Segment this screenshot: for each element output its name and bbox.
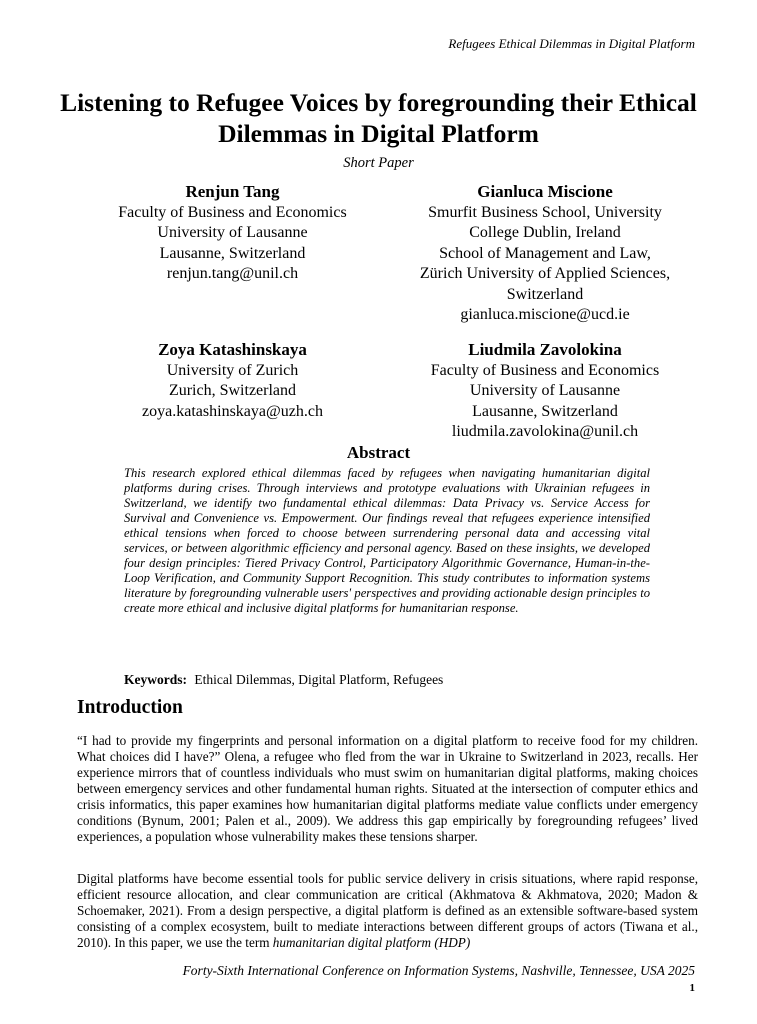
author-block-2 (386, 182, 704, 326)
author-email: renjun.tang@unil.ch (166, 265, 299, 282)
author-affiliation: School of Management and Law, (439, 244, 651, 262)
author-affiliation: University of Lausanne (469, 382, 621, 399)
running-head: Refugees Ethical Dilemmas in Digital Platform (448, 36, 695, 51)
introduction-heading: Introduction (77, 697, 183, 718)
page-number: 1 (689, 982, 695, 994)
author-affiliation: Lausanne, Switzerland (159, 244, 306, 262)
author-name: Liudmila Zavolokina (468, 340, 622, 359)
abstract-heading: Abstract (346, 443, 411, 462)
introduction-paragraph-1: “I had to provide my fingerprints and personal information on a digital platform to receive food for my children. What choices did I have?” Olena, a refugee who fled from the war in Ukraine to Switzerland in 2023, recalls. Her experience mirrors that of countless individuals who must swim on humanitarian digital platforms, making choices between emergency services and other fundamental human rights. Situated at the intersection of computer ethics and crisis informatics, this paper examines how humanitarian digital platforms mediate value conflicts under emergency conditions (Bynum, 2001; Palen et al., 2009). We address this gap empirically by foregrounding refugees’ lived experiences, a population whose vulnerability makes these tensions sharper. (77, 733, 698, 844)
author-affiliation: University of Lausanne (157, 224, 308, 241)
author-affiliation: Smurfit Business School, University (428, 203, 662, 221)
author-affiliation: Faculty of Business and Economics (430, 361, 660, 379)
keywords-label: Keywords: (124, 672, 187, 687)
paper-type: Short Paper (343, 155, 414, 171)
conference-footer: Forty-Sixth International Conference on Information Systems, Nashville, Tennessee, USA 2025 (182, 963, 695, 978)
author-affiliation: Lausanne, Switzerland (472, 402, 618, 420)
author-affiliation: College Dublin, Ireland (469, 224, 621, 241)
author-affiliation: Switzerland (506, 285, 584, 303)
abstract-text: This research explored ethical dilemmas faced by refugees when navigating humanitarian digital platforms during crises. Through interviews and prototype evaluations with Ukrainian refugees in Switzerland, we identify two fundamental ethical dilemmas: Data Privacy vs. Service Access for Survival and Convenience vs. Empowerment. Our findings reveal that refugees experience intensified ethical tensions when forced to choose between surrendering personal data and accessing vital services, or between algorithmic efficiency and personal agency. Based on these insights, we developed four design principles: Tiered Privacy Control, Participatory Algorithmic Governance, Human-in-the-Loop Verification, and Community Support Recognition. This study contributes to information systems literature by foregrounding vulnerable users' perspectives and providing actionable design principles to create more ethical and inclusive digital platforms for humanitarian response. (124, 466, 650, 615)
introduction-paragraph-2 (77, 871, 698, 951)
author-name: Gianluca Miscione (477, 182, 613, 201)
keywords (124, 672, 443, 688)
author-name: Zoya Katashinskaya (158, 340, 307, 359)
author-email: zoya.katashinskaya@uzh.ch (142, 402, 323, 420)
paper-title: Listening to Refugee Voices by foregrounding their Ethical Dilemmas in Digital Platform (60, 88, 697, 148)
hdp-term: humanitarian digital platform (HDP) (272, 935, 471, 950)
keywords-value: Ethical Dilemmas, Digital Platform, Refugees (194, 672, 444, 687)
author-affiliation: Zurich, Switzerland (168, 382, 297, 399)
introduction-paragraph-2-text: Digital platforms have become essential tools for public service delivery in crisis situations, where rapid response, efficient resource allocation, and clear communication are critical (Akhmatova & Akhmatova, 2020; Madon & Schoemaker, 2021). From a design perspective, a digital platform is defined as an extensible software-based system consisting of a complex ecosystem, built to mediate interactions between different groups of actors (Tiwana et al., 2010). In this paper, we use the term (77, 871, 698, 950)
author-name: Renjun Tang (185, 182, 280, 201)
author-affiliation: University of Zurich (166, 361, 299, 379)
author-email: gianluca.miscione@ucd.ie (460, 306, 630, 323)
author-block-3 (90, 340, 375, 422)
author-email: liudmila.zavolokina@unil.ch (451, 423, 639, 440)
author-affiliation: Faculty of Business and Economics (118, 203, 347, 221)
author-block-1 (90, 182, 375, 285)
author-affiliation: Zürich University of Applied Sciences, (419, 265, 671, 282)
author-block-4 (386, 340, 704, 443)
